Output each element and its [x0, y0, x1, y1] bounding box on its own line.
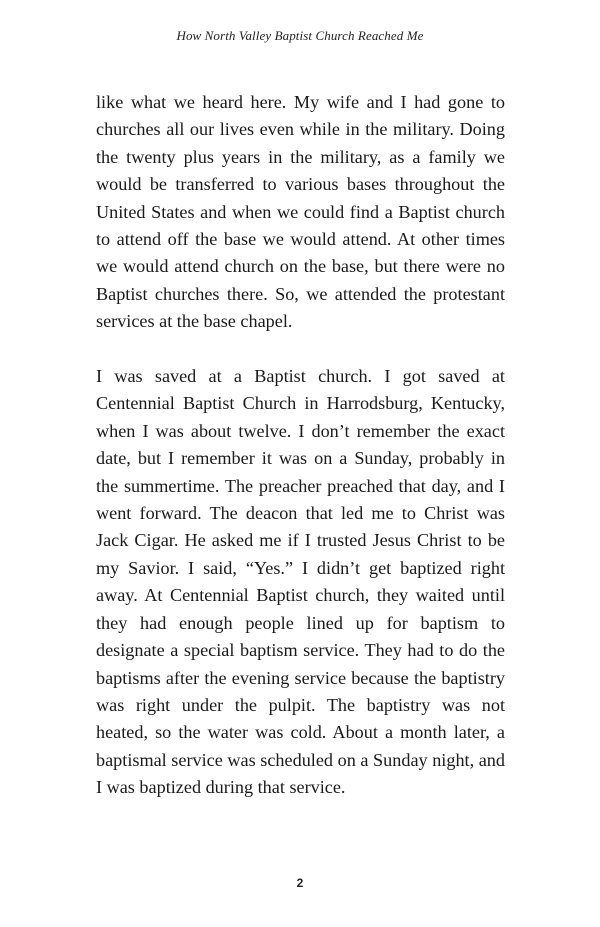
running-header-title: How North Valley Baptist Church Reached Me [176, 28, 424, 43]
body-text [96, 89, 505, 829]
page-number: 2 [296, 876, 304, 890]
paragraph-2: I was saved at a Baptist church. I got saved at Centennial Baptist Church in Harrodsburg, Kentucky, when I was about twelve. I don’t remember the exact date, but I remember it was on a Sunday, probably in the summertime. The preacher preached that day, and I went forward. The deacon that led me to Christ was Jack Cigar. He asked me if I trusted Jesus Christ to be my Savior. I said, “Yes.” I didn’t get baptized right away. At Centennial Baptist church, they waited until they had enough people lined up for baptism to designate a special baptism service. They had to do the baptisms after the evening service because the baptistry was right under the pulpit. The baptistry was not heated, so the water was cold. About a month later, a baptismal service was scheduled on a Sunday night, and I was baptized during that service. [96, 366, 505, 798]
paragraph-1: like what we heard here. My wife and I had gone to churches all our lives even while in the military. Doing the twenty plus years in the military, as a family we would be transferred to various bases throughout the United States and when we could find a Baptist church to attend off the base we would attend. At other times we would attend church on the base, but there were no Baptist churches there. So, we attended the protestant services at the base chapel. [96, 92, 505, 332]
